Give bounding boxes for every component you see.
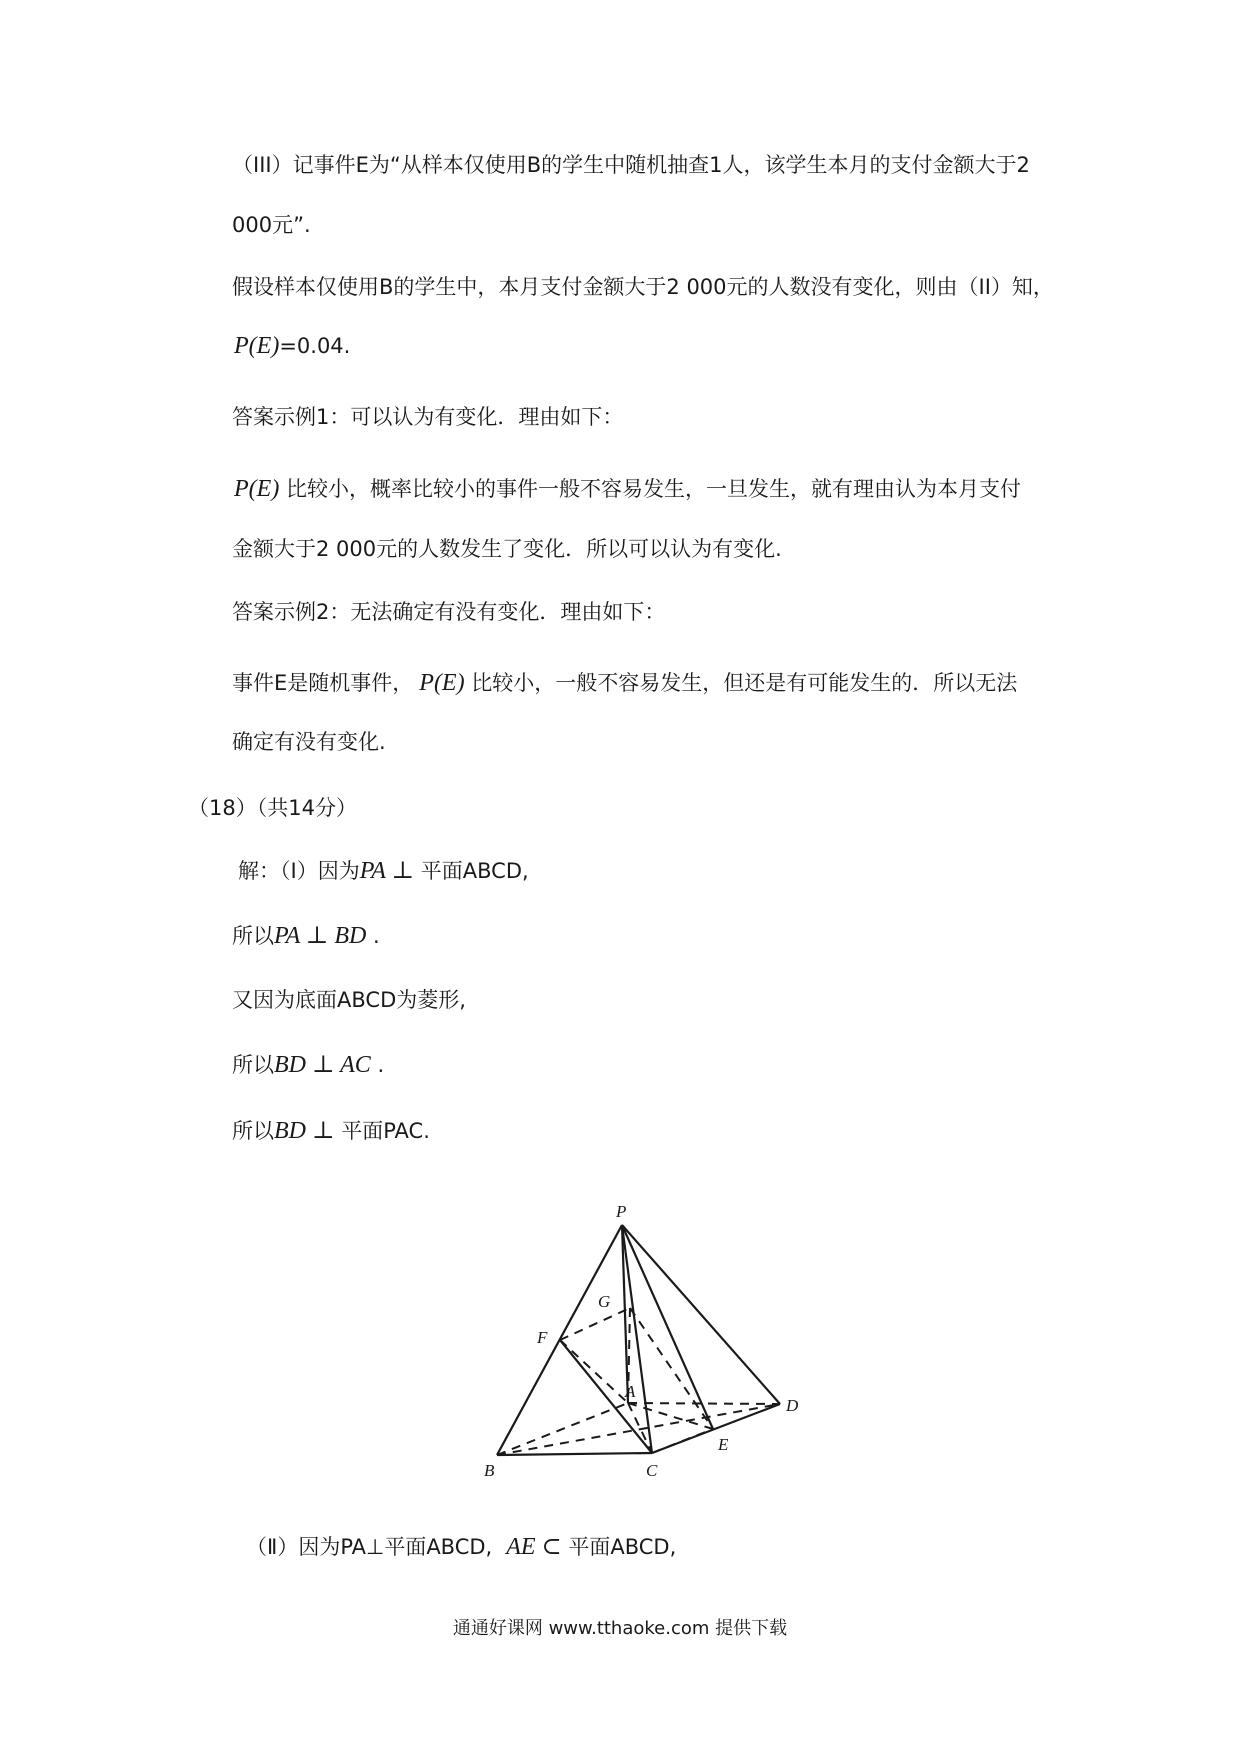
line-3: 假设样本仅使用B的学生中，本月支付金额大于2 000元的人数没有变化，则由（II）知， [232,275,1054,299]
line-12-text: 平面ABCD, [414,859,529,883]
math-bd-perp-ac: BD ⊥ AC [274,1052,371,1078]
label-d: D [786,1396,799,1415]
edge-pb [497,1225,622,1455]
line-7: 金额大于2 000元的人数发生了变化．所以可以认为有变化. [232,537,782,561]
line-17 [246,1532,676,1562]
math-pa-perp: PA ⊥ [359,858,415,884]
edge-pd [622,1225,780,1404]
line-11: （18）（共14分） [188,796,357,820]
math-pe: P(E) [419,670,465,696]
line-13-text: . [366,924,380,948]
label-b: B [484,1461,495,1480]
dash-ae [628,1403,713,1429]
dash-fg [560,1308,630,1340]
label-e: E [718,1435,729,1454]
line-4-text: =0.04. [279,334,351,358]
line-17-pre: （Ⅱ）因为PA⊥平面ABCD, [246,1535,493,1559]
line-8: 答案示例2：无法确定有没有变化．理由如下： [232,600,666,624]
dash-bd [497,1404,780,1455]
line-15-text: . [370,1053,385,1077]
math-ae-subset: AE ⊂ [506,1534,562,1560]
line-5: 答案示例1：可以认为有变化．理由如下： [232,405,624,429]
page-footer: 通通好课网 www.tthaoke.com 提供下载 [452,1618,788,1639]
dash-ba [497,1403,628,1455]
line-9-pre: 事件E是随机事件， [232,671,414,695]
label-f: F [537,1328,548,1347]
edge-fc [560,1340,652,1453]
line-16-text: 平面PAC. [334,1119,430,1143]
line-15-pre: 所以 [232,1053,274,1077]
line-9-text: 比较小，一般不容易发生，但还是有可能发生的．所以无法 [464,671,1018,695]
dash-fa [560,1340,628,1403]
line-14: 又因为底面ABCD为菱形, [232,988,466,1012]
label-p: P [616,1202,627,1221]
line-6-text: 比较小，概率比较小的事件一般不容易发生，一旦发生，就有理由认为本月支付 [279,477,1021,501]
label-c: C [646,1461,658,1480]
dash-ad [628,1403,780,1404]
math-pe: P(E) [234,476,280,502]
line-16-pre: 所以 [232,1119,274,1143]
line-10: 确定有没有变化. [232,730,386,754]
line-2: 000元”. [232,213,311,237]
line-1: （III）记事件E为“从样本仅使用B的学生中随机抽查1人，该学生本月的支付金额大于2 [232,153,1030,177]
edge-bc [497,1453,652,1455]
math-pa-perp-bd: PA ⊥ BD [274,923,367,949]
line-12-pre: 解：（Ⅰ）因为 [238,859,360,883]
line-17-text: 平面ABCD, [561,1535,677,1559]
math-bd-perp: BD ⊥ [274,1118,335,1144]
label-g: G [598,1292,611,1311]
label-a: A [625,1382,636,1401]
dash-ge [630,1308,713,1429]
line-13-pre: 所以 [232,924,274,948]
math-pe: P(E) [234,333,280,359]
